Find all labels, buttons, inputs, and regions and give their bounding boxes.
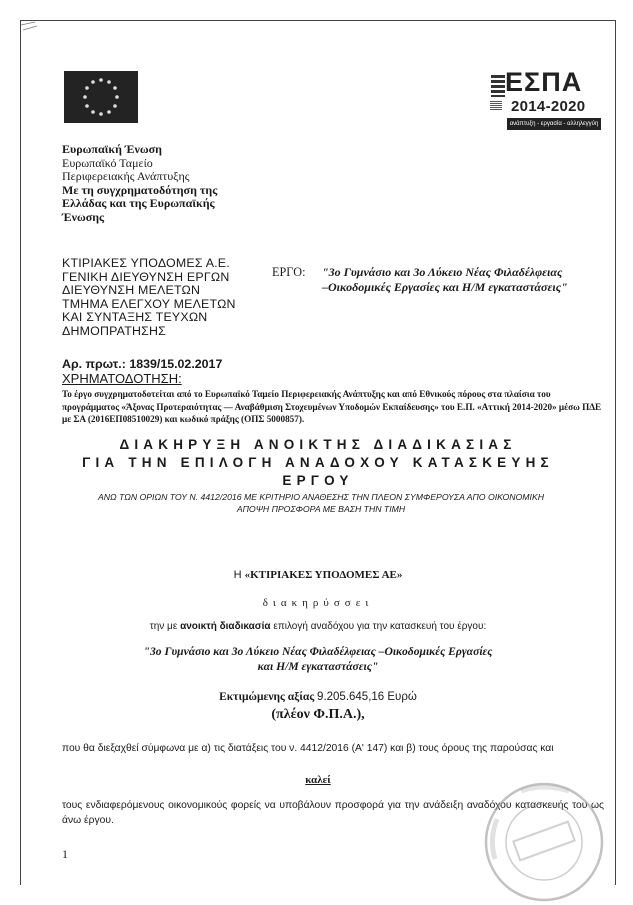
organization-block xyxy=(62,257,236,339)
eu-line: Ευρωπαϊκή Ένωση xyxy=(62,142,162,156)
procedure-bold: ανοικτή διαδικασία xyxy=(180,621,271,632)
espa-years: 2014-2020 xyxy=(511,98,586,115)
page-number: 1 xyxy=(62,847,68,861)
project-title-line: "3ο Γυμνάσιο και 3ο Λύκειο Νέας Φιλαδέλφειας –Οικοδομικές Εργασίες xyxy=(143,645,493,658)
announcer-prefix: Η xyxy=(233,569,242,581)
project-title-line: και Η/Μ εγκαταστάσεις" xyxy=(257,660,379,673)
org-line: ΔΗΜΟΠΡΑΤΗΣΗΣ xyxy=(62,323,167,338)
eu-line: Ελλάδας και της Ευρωπαϊκής xyxy=(62,196,215,211)
procedure-after: επιλογή αναδόχου για την κατασκευή του έργου: xyxy=(273,621,487,632)
procedure-before: την με xyxy=(149,621,178,632)
espa-logo xyxy=(487,67,611,141)
document-title-line: ΓΙΑ ΤΗΝ ΕΠΙΛΟΓΗ ΑΝΑΔΟΧΟΥ ΚΑΤΑΣΚΕΥΗΣ xyxy=(82,455,554,470)
funding-label: ΧΡΗΜΑΤΟΔΟΤΗΣΗ: xyxy=(62,371,182,386)
org-line: ΚΤΙΡΙΑΚΕΣ ΥΠΟΔΟΜΕΣ Α.Ε. xyxy=(62,256,230,270)
budget-label: Εκτιμώμενης αξίας xyxy=(219,691,315,703)
official-stamp-icon xyxy=(481,779,607,905)
invites-word: καλεί xyxy=(305,774,331,786)
conduct-paragraph: που θα διεξαχθεί σύμφωνα με α) τις διατάξεις του ν. 4412/2016 (Α' 147) και β) τους όρους της παρούσας και xyxy=(62,743,554,754)
announcer-line xyxy=(21,569,615,581)
funding-text: Το έργο συγχρηματοδοτείται από το Ευρωπαϊκό Ταμείο Περιφερειακής Ανάπτυξης και από Εθνικούς πόρους στα πλαίσια του προγράμματος «Άξονας Προτεραιότητας — Αναβάθμιση Στοχευμένων Υποδομών Εκπαίδευσης» του Ε.Π. «Αττική 2014-2020» μέσω ΠΔΕ με ΣΑ (2016ΕΠ08510029) και κωδικό πράξης (ΟΠΣ 5000857). xyxy=(62,389,602,424)
project-label: ΕΡΓΟ: xyxy=(272,265,306,279)
invite-paragraph: τους ενδιαφερόμενους οικονομικούς φορείς να υποβάλουν προσφορά για την ανάδειξη αναδόχου κατασκευής του ως άνω έργου. xyxy=(62,800,604,826)
protocol-number: Αρ. πρωτ.: 1839/15.02.2017 xyxy=(62,357,223,371)
project-header-title xyxy=(322,265,568,295)
document-title-line: ΕΡΓΟΥ xyxy=(282,473,354,488)
document-subtitle-line: ΑΠΟΨΗ ΠΡΟΣΦΟΡΑ ΜΕ ΒΑΣΗ ΤΗΝ ΤΙΜΗ xyxy=(236,504,406,514)
budget-value: 9.205.645,16 Ευρώ xyxy=(317,691,417,703)
proclaims-word: διακηρύσσει xyxy=(262,597,374,609)
eu-line: Περιφερειακής Ανάπτυξης xyxy=(62,169,190,184)
corner-mark xyxy=(21,21,39,35)
greek-flag-icon xyxy=(490,101,502,110)
org-line: ΤΜΗΜΑ ΕΛΕΓΧΟΥ ΜΕΛΕΤΩΝ xyxy=(62,296,236,311)
eu-funding-block xyxy=(62,143,217,225)
eu-line: Ένωσης xyxy=(62,209,105,224)
eu-flag-logo xyxy=(64,71,138,123)
espa-tagline: ανάπτυξη - εργασία - αλληλεγγύη xyxy=(507,118,601,130)
document-title-line: ΔΙΑΚΗΡΥΞΗ ΑΝΟΙΚΤΗΣ ΔΙΑΔΙΚΑΣΙΑΣ xyxy=(119,437,517,452)
budget-line xyxy=(21,691,615,703)
eu-line: Ευρωπαϊκό Ταμείο xyxy=(62,155,153,170)
document-subtitle-line: ΑΝΩ ΤΩΝ ΟΡΙΩΝ ΤΟΥ Ν. 4412/2016 ΜΕ ΚΡΙΤΗΡΙΟ ΑΝΑΘΕΣΗΣ ΤΗΝ ΠΛΕΟΝ ΣΥΜΦΕΡΟΥΣΑ ΑΠΟ ΟΙΚΟΝΟΜΙΚΗ xyxy=(97,492,545,502)
procedure-line xyxy=(21,621,615,632)
project-line: –Οικοδομικές Εργασίες και Η/Μ εγκαταστάσεις" xyxy=(322,280,568,294)
espa-stripes-icon xyxy=(491,75,505,97)
vat-note: (πλέον Φ.Π.Α.), xyxy=(271,707,365,722)
org-line: ΔΙΕΥΘΥΝΣΗ ΜΕΛΕΤΩΝ xyxy=(62,283,201,298)
org-line: ΚΑΙ ΣΥΝΤΑΞΗΣ ΤΕΥΧΩΝ xyxy=(62,310,208,325)
document-page xyxy=(20,20,616,885)
espa-title: ΕΣΠΑ xyxy=(505,67,583,97)
eu-line: Με τη συγχρηματοδότηση της xyxy=(62,182,218,197)
star-ring xyxy=(83,78,119,116)
project-line: "3ο Γυμνάσιο και 3ο Λύκειο Νέας Φιλαδέλφειας xyxy=(322,265,563,279)
org-line: ΓΕΝΙΚΗ ΔΙΕΥΘΥΝΣΗ ΕΡΓΩΝ xyxy=(62,269,230,284)
announcer-name: «ΚΤΙΡΙΑΚΕΣ ΥΠΟΔΟΜΕΣ ΑΕ» xyxy=(244,569,403,581)
